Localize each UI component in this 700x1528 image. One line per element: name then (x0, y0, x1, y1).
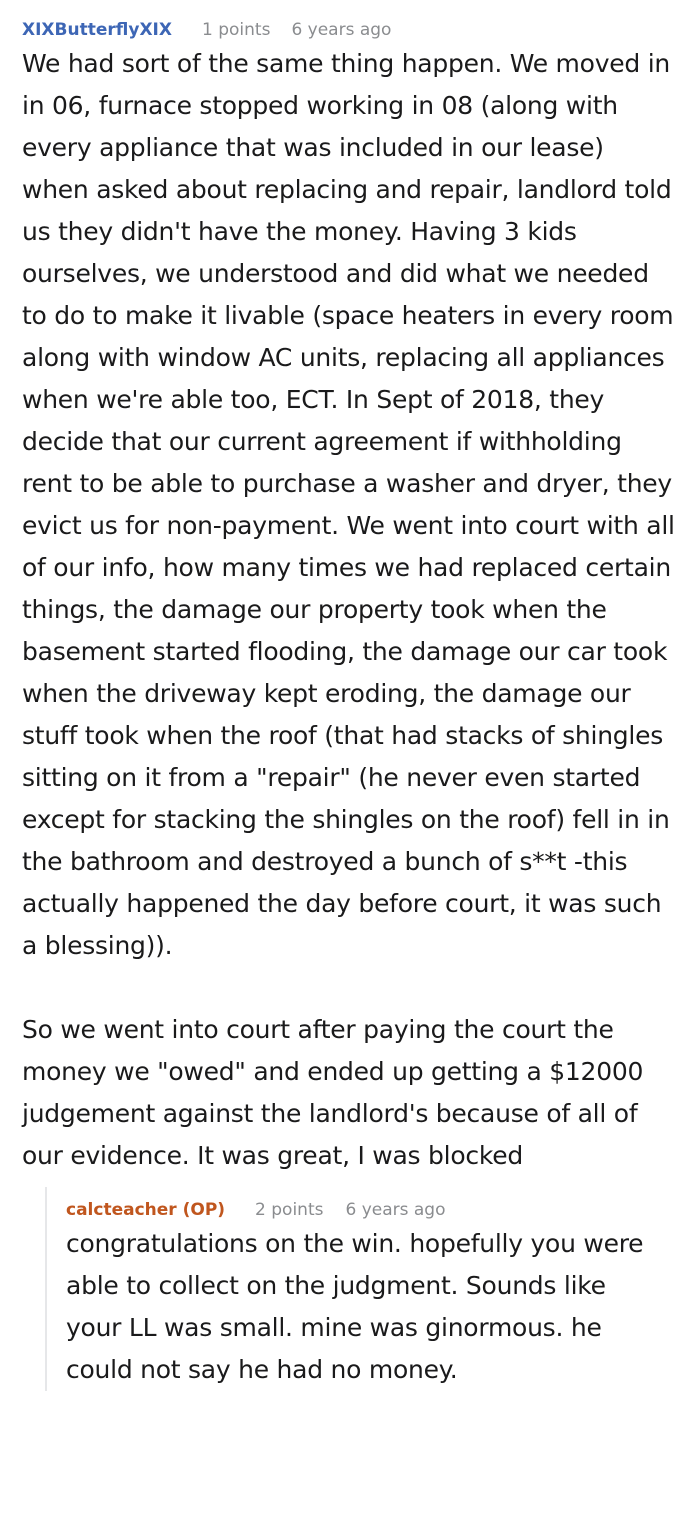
comment-paragraph: So we went into court after paying the court the money we "owed" and ended up getting a $12000 judgement against the landlord's because of all of our evidence. It was great, I was blocked (22, 1015, 644, 1170)
reply-paragraph: congratulations on the win. hopefully you were able to collect on the judgment. Sounds like your LL was small. mine was ginormous. he could not say he had no money. (66, 1229, 644, 1384)
comment-meta (22, 17, 676, 43)
comment-paragraph: We had sort of the same thing happen. We moved in in 06, furnace stopped working in 08 (along with every appliance that was included in our lease) when asked about replacing and repair, landlord told us they didn't have the money. Having 3 kids ourselves, we understood and did what we needed to do to make it livable (space heaters in every room along with window AC units, replacing all appliances when we're able too, ECT. In Sept of 2018, they decide that our current agreement if withholding rent to be able to purchase a washer and dryer, they evict us for non-payment. We went into court with all of our info, how many times we had replaced certain things, the damage our property took when the basement started flooding, the damage our car took when the driveway kept eroding, the damage our stuff took when the roof (that had stacks of shingles sitting on it from a "repair" (he never even started except for stacking the shingles on the roof) fell in in the bathroom and destroyed a bunch of s**t -this actually happened the day before court, it was such a blessing)). (22, 49, 675, 960)
reply-comment (45, 1187, 676, 1391)
comment-author-link[interactable]: XIXButterflyXIX (22, 20, 172, 40)
reply-points: 2 points (255, 1200, 324, 1220)
reply-meta (66, 1197, 664, 1223)
reply-body (66, 1223, 664, 1391)
reply-timestamp: 6 years ago (345, 1200, 446, 1220)
comment-timestamp: 6 years ago (291, 20, 392, 40)
comment-points: 1 points (202, 20, 271, 40)
comment-body (22, 43, 676, 1177)
reply-author-link[interactable]: calcteacher (OP) (66, 1200, 226, 1220)
